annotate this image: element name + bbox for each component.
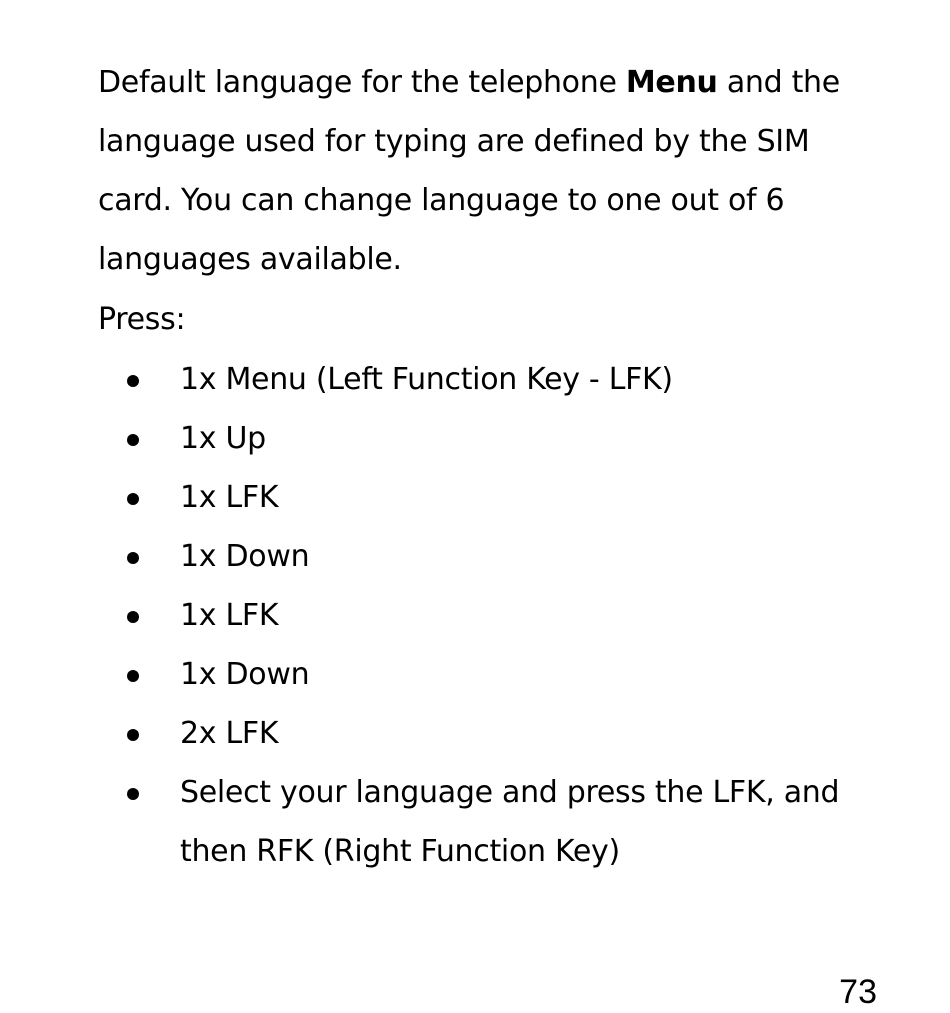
bullet-icon xyxy=(124,586,144,645)
step-text: 1x Down xyxy=(180,539,310,574)
step-text: Select your language and press the LFK, and then RFK (Right Function Key) xyxy=(180,775,840,869)
list-item xyxy=(0,409,950,468)
intro-text-start: Default language for the telephone xyxy=(98,65,626,100)
intro-paragraph xyxy=(98,53,888,289)
step-text: 1x LFK xyxy=(180,480,279,515)
step-text: 2x LFK xyxy=(180,716,279,751)
bullet-icon xyxy=(124,763,144,822)
steps-list xyxy=(0,350,950,881)
bullet-icon xyxy=(124,409,144,468)
intro-text-end: and the language used for typing are defined by the SIM card. You can change language to one out of 6 languages available. xyxy=(98,65,840,277)
step-text: 1x Up xyxy=(180,421,266,456)
list-item xyxy=(0,468,950,527)
page-number: 73 xyxy=(839,973,877,1011)
list-item xyxy=(0,763,950,881)
step-text: 1x Menu (Left Function Key - LFK) xyxy=(180,362,673,397)
step-text: 1x Down xyxy=(180,657,310,692)
list-item xyxy=(0,704,950,763)
bullet-icon xyxy=(124,350,144,409)
list-item xyxy=(0,350,950,409)
list-item xyxy=(0,586,950,645)
list-item xyxy=(0,527,950,586)
bullet-icon xyxy=(124,468,144,527)
list-item xyxy=(0,645,950,704)
bullet-icon xyxy=(124,704,144,763)
step-text: 1x LFK xyxy=(180,598,279,633)
bullet-icon xyxy=(124,527,144,586)
bullet-icon xyxy=(124,645,144,704)
press-label: Press: xyxy=(98,302,186,337)
menu-bold-text: Menu xyxy=(625,65,718,100)
